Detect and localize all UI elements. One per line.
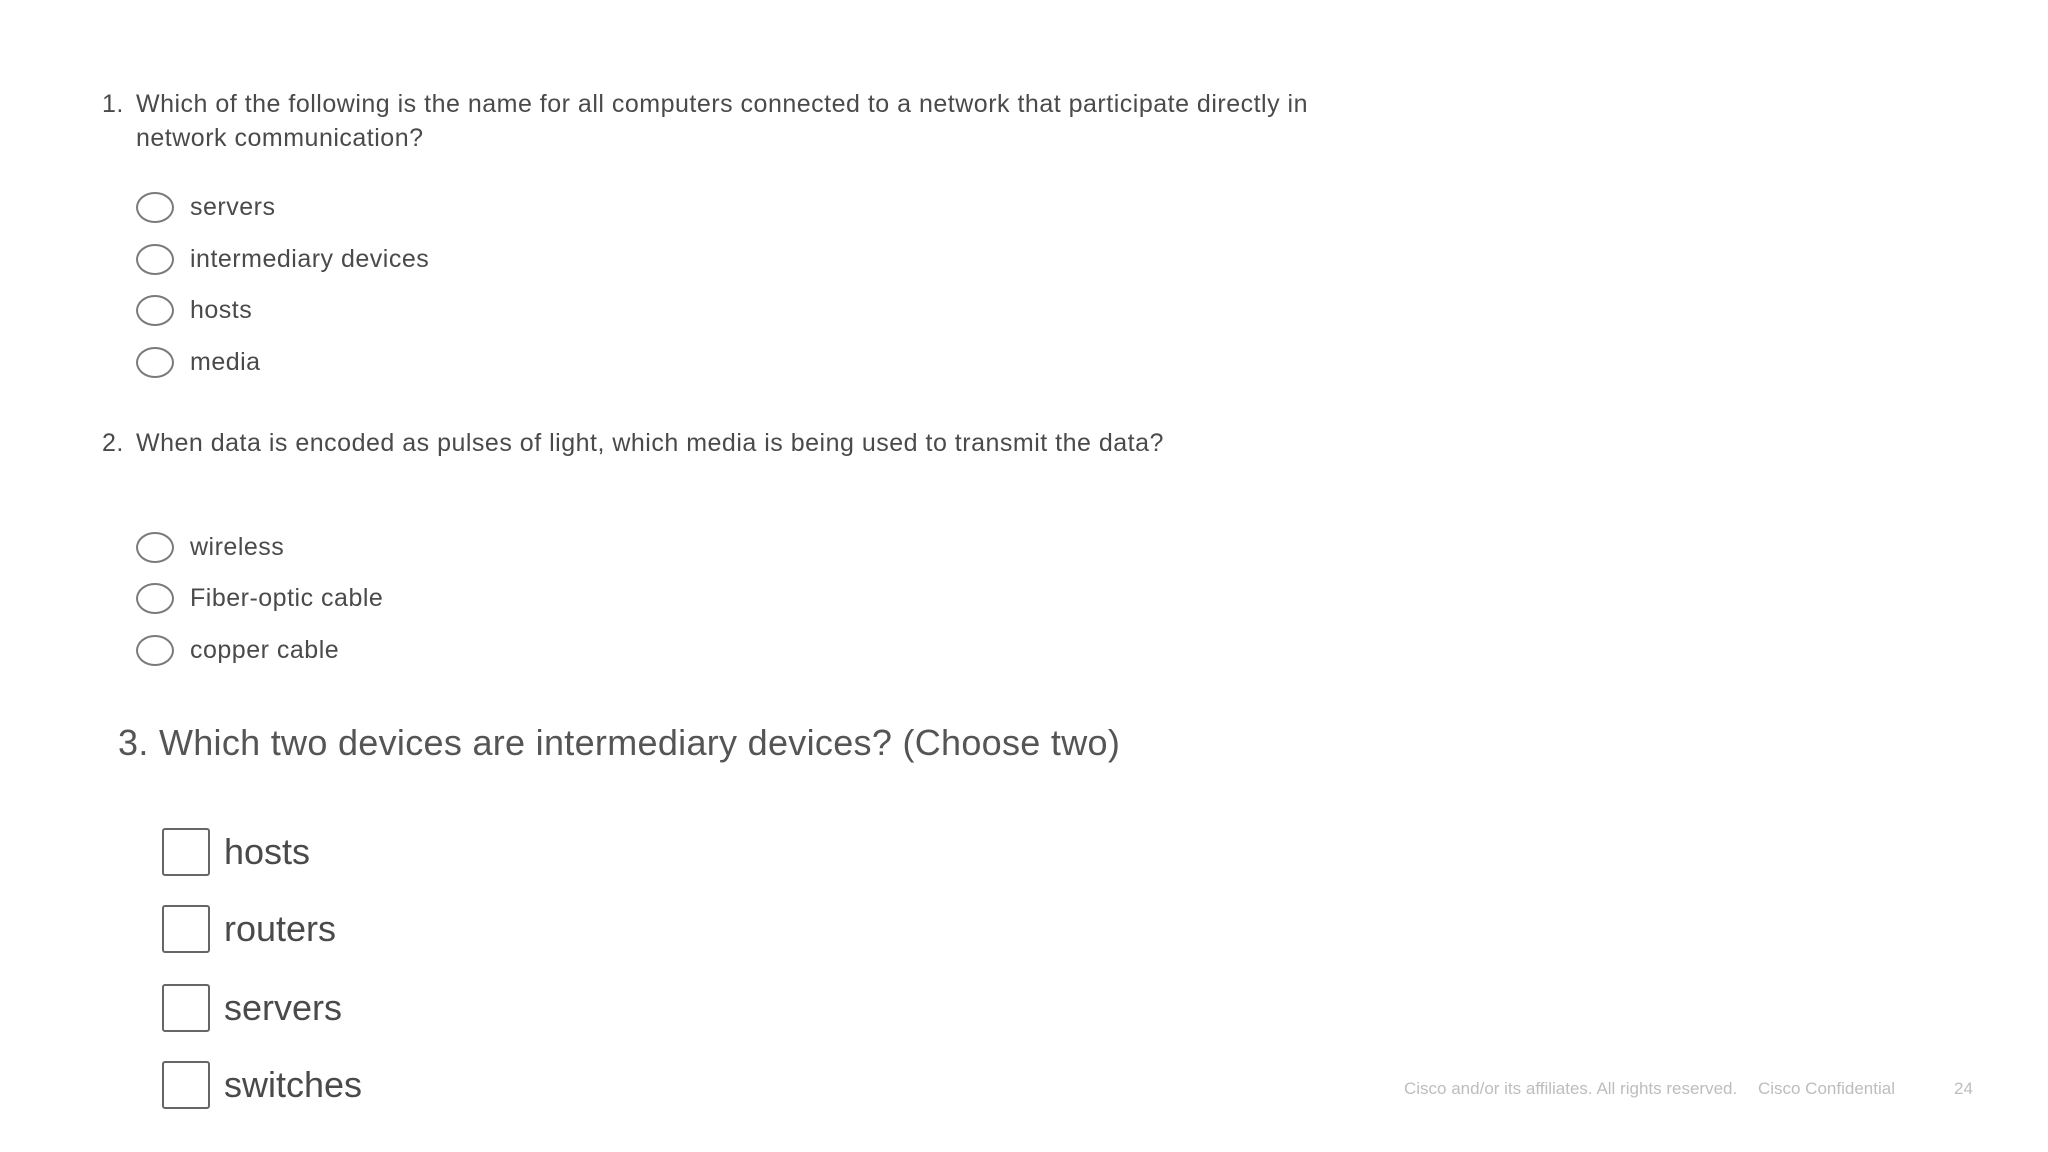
question-text: Which two devices are intermediary devices? (Choose two): [158, 722, 1121, 763]
checkbox-option-servers[interactable]: [162, 982, 342, 1034]
option-label: servers: [224, 987, 343, 1028]
option-label: intermediary devices: [190, 244, 430, 273]
question-1: [102, 87, 1342, 155]
checkbox[interactable]: [162, 984, 210, 1032]
option-label: copper cable: [190, 635, 340, 664]
question-number: 1.: [102, 90, 124, 118]
question-text: When data is encoded as pulses of light, which media is being used to transmit the data?: [136, 429, 1164, 457]
option-label: wireless: [190, 532, 285, 561]
checkbox[interactable]: [162, 828, 210, 876]
confidential-label: Cisco Confidential: [1757, 1079, 1895, 1098]
radio-button[interactable]: [136, 244, 174, 275]
radio-button[interactable]: [136, 347, 174, 378]
page-number: 24: [1954, 1079, 1973, 1098]
radio-button[interactable]: [136, 583, 174, 614]
option-label: Fiber-optic cable: [190, 583, 384, 612]
footer: [1404, 1079, 1911, 1099]
option-label: hosts: [190, 295, 253, 324]
radio-button[interactable]: [136, 295, 174, 326]
option-label: servers: [190, 192, 276, 221]
checkbox[interactable]: [162, 1061, 210, 1109]
copyright-text: Cisco and/or its affiliates. All rights reserved.: [1404, 1079, 1738, 1098]
checkbox[interactable]: [162, 905, 210, 953]
option-label: routers: [224, 908, 337, 949]
radio-option-wireless[interactable]: [136, 526, 284, 568]
question-number: 3.: [118, 722, 149, 763]
checkbox-option-routers[interactable]: [162, 903, 336, 955]
question-3: [118, 722, 1120, 764]
radio-button[interactable]: [136, 532, 174, 563]
radio-option-media[interactable]: [136, 341, 261, 383]
radio-button[interactable]: [136, 192, 174, 223]
radio-option-hosts[interactable]: [136, 289, 252, 331]
option-label: media: [190, 347, 261, 376]
checkbox-option-switches[interactable]: [162, 1059, 362, 1111]
radio-option-fiber-optic-cable[interactable]: [136, 577, 383, 619]
radio-button[interactable]: [136, 635, 174, 666]
checkbox-option-hosts[interactable]: [162, 826, 310, 878]
radio-option-servers[interactable]: [136, 186, 275, 228]
option-label: hosts: [224, 831, 311, 872]
radio-option-intermediary-devices[interactable]: [136, 238, 429, 280]
question-2: [102, 426, 1342, 460]
question-text: Which of the following is the name for all computers connected to a network that participate directly in network communication?: [136, 90, 1309, 152]
option-label: switches: [224, 1064, 363, 1105]
question-number: 2.: [102, 429, 124, 457]
radio-option-copper-cable[interactable]: [136, 629, 339, 671]
